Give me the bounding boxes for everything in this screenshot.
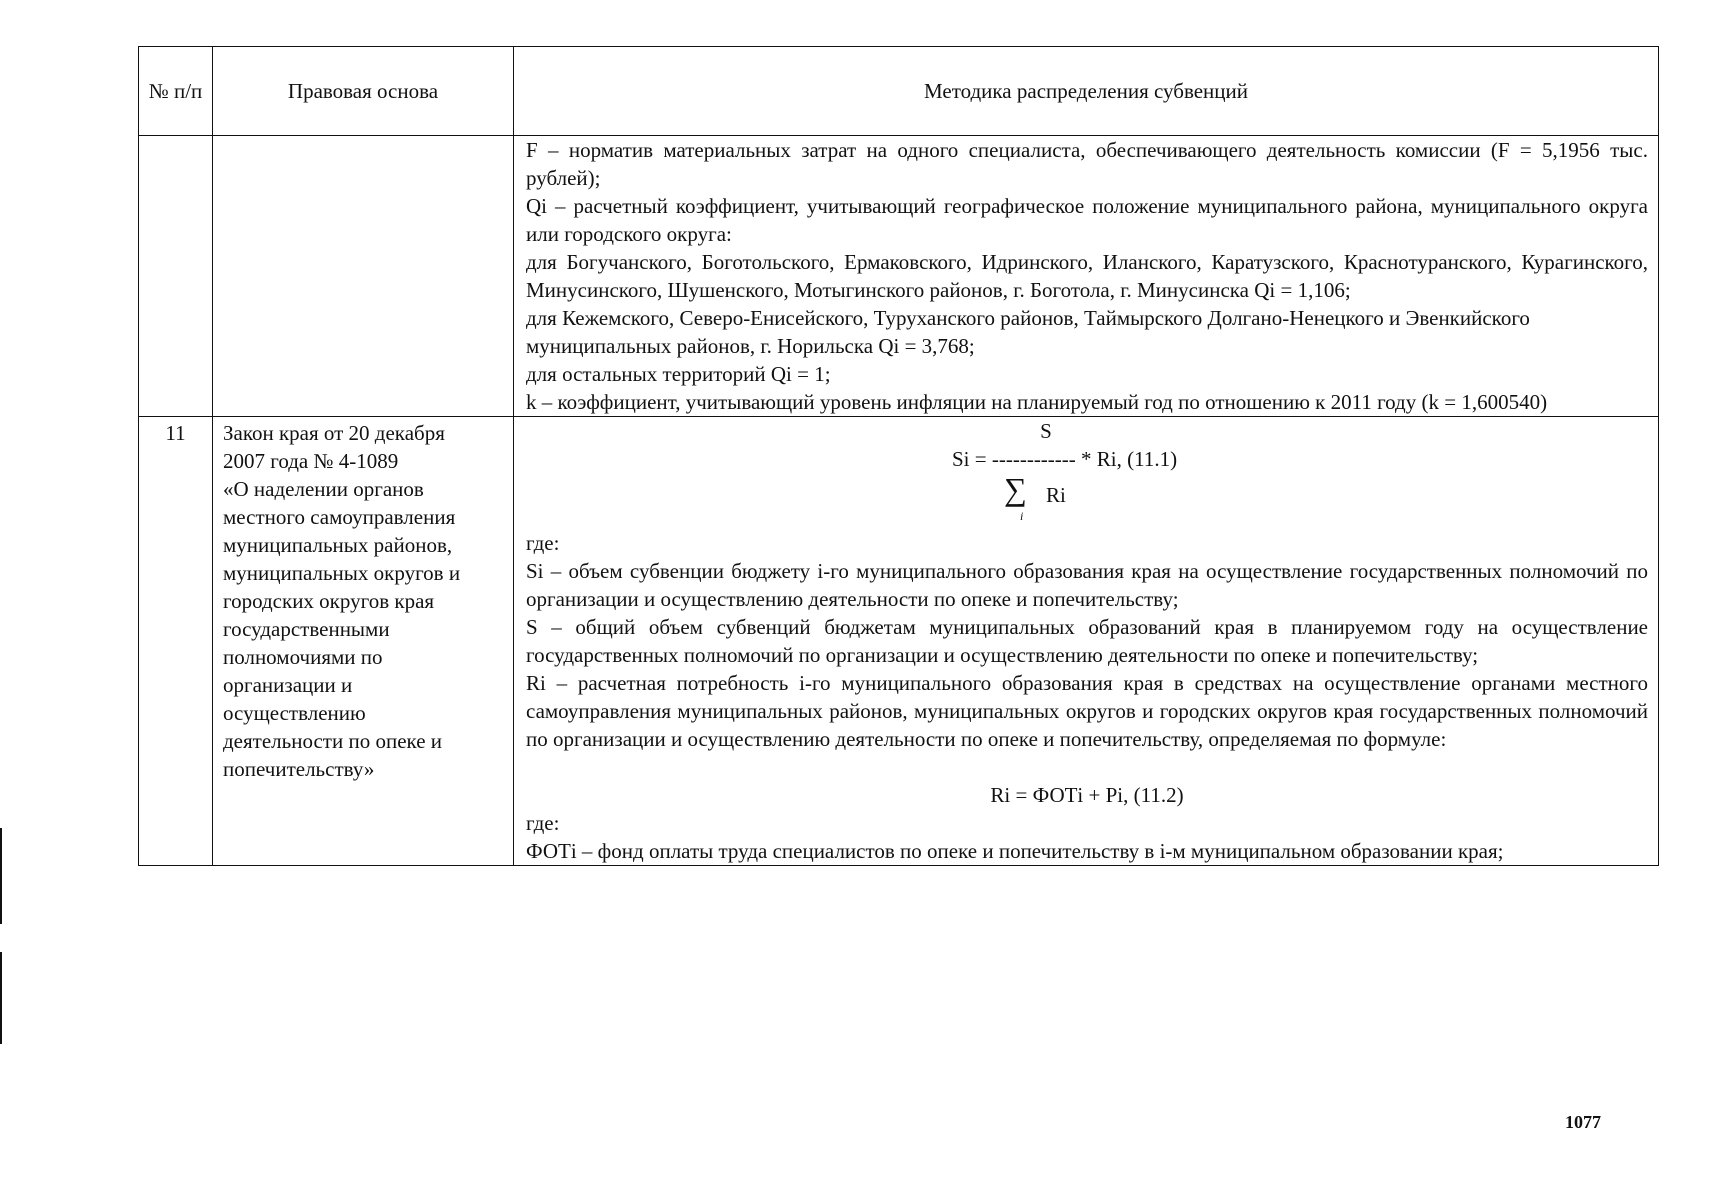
legal-basis-line: организации и	[223, 673, 353, 697]
legal-basis-line: деятельности по опеке и	[223, 729, 443, 753]
page-number: 1077	[1565, 1112, 1601, 1132]
sum-symbol: ∑	[1004, 471, 1027, 507]
legal-basis-line: «О наделении органов	[223, 477, 424, 501]
legal-basis-line: Закон края от 20 декабря	[223, 421, 445, 445]
formula-numerator: S	[1040, 419, 1052, 443]
formula-11-1	[526, 417, 1648, 529]
legal-basis-line: попечительству»	[223, 757, 375, 781]
subvention-table	[138, 46, 1659, 866]
legal-basis-line: муниципальных районов,	[223, 533, 453, 557]
header-method: Методика распределения субвенций	[514, 47, 1659, 136]
legal-basis-line: полномочиями по	[223, 645, 383, 669]
formula-main-line: Si = ------------ * Ri, (11.1)	[952, 447, 1178, 471]
definition-f: F – норматив материальных затрат на одного специалиста, обеспечивающего деятельность комиссии (F = 5,1956 тыс. рублей);	[526, 138, 1648, 190]
margin-rule-upper	[0, 828, 2, 924]
continuation-num-cell	[139, 136, 213, 417]
definition-fot: ФОТi – фонд оплаты труда специалистов по опеке и попечительству в i-м муниципальном образовании края;	[526, 839, 1504, 863]
where-label: где:	[526, 531, 560, 555]
legal-basis-cell	[213, 417, 514, 866]
sum-index: i	[1020, 509, 1024, 523]
definition-s: S – общий объем субвенций бюджетам муниципальных образований края в планируемом году на осуществление государственных полномочий по организации и осуществлению деятельности по опеке и попечительству;	[526, 615, 1648, 667]
margin-rule-lower	[0, 952, 2, 1044]
formula-denominator: Ri	[1046, 483, 1066, 507]
method-cell	[514, 417, 1659, 866]
definition-qi: Qi – расчетный коэффициент, учитывающий географическое положение муниципального района, муниципального округа или городского округа:	[526, 194, 1648, 246]
legal-basis-line: муниципальных округов и	[223, 561, 461, 585]
definition-k: k – коэффициент, учитывающий уровень инфляции на планируемый год по отношению к 2011 году (k = 1,600540)	[526, 390, 1548, 414]
continuation-basis-cell	[213, 136, 514, 417]
table-header-row	[139, 47, 1659, 136]
table-row-11	[139, 417, 1659, 866]
qi-group-other: для остальных территорий Qi = 1;	[526, 362, 831, 386]
header-num: № п/п	[139, 47, 213, 136]
legal-basis-line: городских округов края	[223, 589, 435, 613]
legal-basis-line: осуществлению	[223, 701, 366, 725]
table-row-continuation	[139, 136, 1659, 417]
legal-basis-line: государственными	[223, 617, 390, 641]
definition-si: Si – объем субвенции бюджету i-го муниципального образования края на осуществление государственных полномочий по организации и осуществлению деятельности по опеке и попечительству;	[526, 559, 1648, 611]
row-number: 11	[139, 417, 213, 866]
qi-group-2: для Кежемского, Северо-Енисейского, Туруханского районов, Таймырского Долгано-Ненецкого и Эвенкийского муниципальных районов, г. Норильска Qi = 3,768;	[526, 306, 1530, 358]
where-label-2: где:	[526, 811, 560, 835]
qi-group-1: для Богучанского, Боготольского, Ермаковского, Идринского, Иланского, Каратузского, Краснотуранского, Курагинского, Минусинского, Шушенского, Мотыгинского районов, г. Боготола, г. Минусинска Qi = 1,106;	[526, 250, 1648, 302]
legal-basis-line: 2007 года № 4-1089	[223, 449, 399, 473]
legal-basis-line: местного самоуправления	[223, 505, 456, 529]
header-basis: Правовая основа	[213, 47, 514, 136]
formula-11-2: Ri = ФОТi + Pi, (11.2)	[990, 783, 1184, 807]
continuation-method-cell	[514, 136, 1659, 417]
definition-ri: Ri – расчетная потребность i-го муниципального образования края в средствах на осуществление органами местного самоуправления муниципальных районов, муниципальных округов и городских округов края государственных полномочий по организации и осуществлению деятельности по опеке и попечительству, определяемая по формуле:	[526, 671, 1648, 751]
